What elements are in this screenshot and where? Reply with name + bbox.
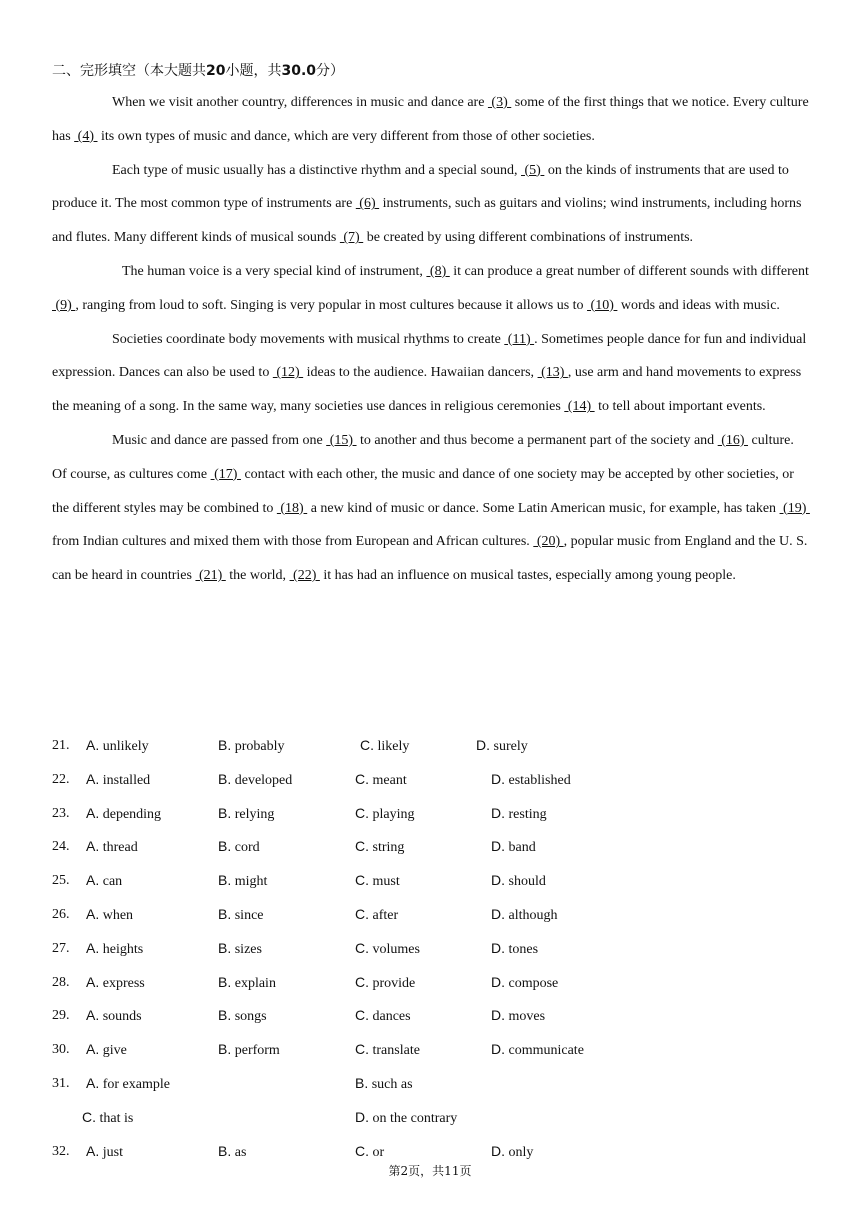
blank-18[interactable]: (18) — [276, 500, 308, 516]
question-number: 29. — [52, 1008, 70, 1024]
option-b[interactable]: B. such as — [355, 1074, 413, 1092]
heading-suffix: 分） — [316, 63, 345, 79]
option-b[interactable]: B. cord — [218, 838, 260, 856]
option-d[interactable]: D. moves — [491, 1007, 546, 1025]
option-b[interactable]: B. developed — [218, 770, 293, 788]
option-b[interactable]: B. probably — [218, 737, 285, 754]
question-number: 25. — [52, 873, 70, 889]
option-a[interactable]: A. just — [86, 1142, 123, 1160]
option-a[interactable]: A. express — [86, 973, 145, 991]
option-d[interactable]: D. only — [491, 1142, 534, 1160]
option-a[interactable]: A. give — [86, 1041, 127, 1059]
passage-paragraph-1: When we visit another country, differences in music and dance are (3) some of the first things that we notice. Every culture has (4) its own types of music and dance, which are very different from those of other societies. — [52, 95, 809, 144]
question-number: 27. — [52, 940, 70, 956]
blank-19[interactable]: (19) — [779, 500, 810, 516]
blank-14[interactable]: (14) — [564, 399, 595, 415]
answer-options — [52, 729, 812, 1168]
question-number: 23. — [52, 805, 70, 821]
option-d[interactable]: D. compose — [491, 973, 559, 991]
option-c[interactable]: C. must — [355, 872, 400, 890]
option-c[interactable]: C. translate — [355, 1041, 420, 1059]
option-b[interactable]: B. as — [218, 1142, 247, 1160]
question-number: 26. — [52, 906, 70, 922]
option-d[interactable]: D. communicate — [491, 1041, 584, 1059]
heading-prefix: 二、完形填空（本大题共 — [52, 63, 206, 79]
blank-16[interactable]: (16) — [717, 432, 749, 448]
question-number: 21. — [52, 738, 70, 753]
passage-paragraph-5: Music and dance are passed from one (15) to another and thus become a permanent part of the society and (16) culture. Of course, as cultures come (17) contact with each other, the music and dance of one society may be accepted by other societies, or the different styles may be combined to (18) a new kind of music or dance. Some Latin American music, for example, has taken (19) from Indian cultures and mixed them with those from European and African cultures. (20) , popular music from England and the U. S. can be heard in countries (21) the world, (22) it has had an influence on musical tastes, especially among young people. — [52, 432, 810, 584]
option-b[interactable]: B. relying — [218, 804, 275, 822]
option-d[interactable]: D. resting — [491, 804, 547, 822]
option-d[interactable]: D. surely — [476, 737, 528, 754]
question-number: 32. — [52, 1143, 70, 1159]
option-b[interactable]: B. since — [218, 905, 264, 923]
blank-21[interactable]: (21) — [195, 568, 226, 584]
option-c[interactable]: C. after — [355, 905, 399, 923]
option-a[interactable]: A. unlikely — [86, 737, 149, 754]
question-row-25 — [52, 864, 812, 898]
question-number: 24. — [52, 839, 70, 855]
option-a[interactable]: A. when — [86, 905, 134, 923]
option-c[interactable]: C. playing — [355, 804, 415, 822]
option-c[interactable]: C. volumes — [355, 939, 420, 957]
question-row-22 — [52, 763, 812, 797]
option-a[interactable]: A. heights — [86, 939, 144, 957]
blank-3[interactable]: (3) — [487, 95, 512, 110]
question-number: 28. — [52, 974, 70, 990]
option-a[interactable]: A. depending — [86, 804, 162, 822]
option-b[interactable]: B. might — [218, 872, 268, 890]
option-b[interactable]: B. perform — [218, 1041, 280, 1059]
blank-15[interactable]: (15) — [326, 432, 357, 448]
option-d[interactable]: D. established — [491, 770, 571, 788]
question-row-28 — [52, 966, 812, 1000]
option-c[interactable]: C. dances — [355, 1007, 411, 1025]
cloze-passage — [52, 86, 812, 593]
question-row-31-continued — [52, 1101, 812, 1135]
question-number: 30. — [52, 1042, 70, 1058]
question-row-23 — [52, 797, 812, 831]
blank-17[interactable]: (17) — [210, 466, 241, 482]
option-a[interactable]: A. thread — [86, 838, 138, 856]
passage-paragraph-2: Each type of music usually has a distinctive rhythm and a special sound, (5) on the kinds of instruments that are used to produce it. The most common type of instruments are (6) instruments, such as guitars and violins; wind instruments, including horns and flutes. Many different kinds of musical sounds (7) be created by using different combinations of instruments. — [52, 162, 802, 246]
question-row-27 — [52, 932, 812, 966]
question-row-21 — [52, 729, 812, 763]
blank-10[interactable]: (10) — [587, 297, 618, 313]
question-row-30 — [52, 1033, 812, 1067]
blank-13[interactable]: (13) — [537, 365, 568, 381]
option-b[interactable]: B. explain — [218, 973, 276, 991]
option-c[interactable]: C. that is — [82, 1108, 134, 1126]
blank-11[interactable]: (11) — [504, 331, 535, 347]
blank-22[interactable]: (22) — [289, 568, 320, 584]
option-b[interactable]: B. songs — [218, 1007, 267, 1025]
blank-20[interactable]: (20) — [533, 534, 564, 550]
option-d[interactable]: D. should — [491, 872, 546, 890]
option-d[interactable]: D. tones — [491, 939, 539, 957]
option-c[interactable]: C. or — [355, 1142, 385, 1160]
passage-paragraph-4: Societies coordinate body movements with musical rhythms to create (11) . Sometimes people dance for fun and individual expression. Dances can also be used to (12) ideas to the audience. Hawaiian dancers, (13) , use arm and hand movements to express the meaning of a song. In the same way, many societies use dances in religious ceremonies (14) to tell about important events. — [52, 331, 807, 415]
question-number: 31. — [52, 1075, 70, 1091]
heading-middle: 小题，共 — [225, 63, 282, 79]
blank-8[interactable]: (8) — [426, 263, 450, 279]
option-a[interactable]: A. can — [86, 872, 123, 890]
option-b[interactable]: B. sizes — [218, 939, 262, 957]
option-d[interactable]: D. on the contrary — [355, 1108, 458, 1126]
option-a[interactable]: A. installed — [86, 770, 151, 788]
blank-7[interactable]: (7) — [339, 230, 364, 246]
option-a[interactable]: A. for example — [86, 1074, 170, 1092]
blank-12[interactable]: (12) — [272, 365, 304, 381]
question-row-26 — [52, 898, 812, 932]
blank-4[interactable]: (4) — [74, 128, 98, 144]
question-row-31 — [52, 1067, 812, 1101]
question-number: 22. — [52, 771, 70, 787]
passage-paragraph-3: The human voice is a very special kind of instrument, (8) it can produce a great number of different sounds with different (9) , ranging from loud to soft. Singing is very popular in most cultures because it allows us to (10) words and ideas with music. — [52, 263, 809, 313]
blank-9[interactable]: (9) — [52, 297, 76, 313]
option-c[interactable]: C. likely — [360, 737, 410, 754]
option-c[interactable]: C. meant — [355, 770, 407, 788]
blank-5[interactable]: (5) — [521, 162, 545, 178]
heading-count: 20 — [206, 63, 226, 79]
option-a[interactable]: A. sounds — [86, 1007, 142, 1025]
section-heading — [52, 60, 344, 80]
option-c[interactable]: C. provide — [355, 973, 416, 991]
question-row-24 — [52, 830, 812, 864]
page-footer: 第2页，共11页 — [388, 1164, 472, 1178]
option-c[interactable]: C. string — [355, 838, 405, 856]
option-d[interactable]: D. although — [491, 905, 558, 923]
question-row-29 — [52, 999, 812, 1033]
option-d[interactable]: D. band — [491, 838, 536, 856]
heading-score: 30.0 — [281, 63, 317, 79]
blank-6[interactable]: (6) — [355, 196, 380, 212]
